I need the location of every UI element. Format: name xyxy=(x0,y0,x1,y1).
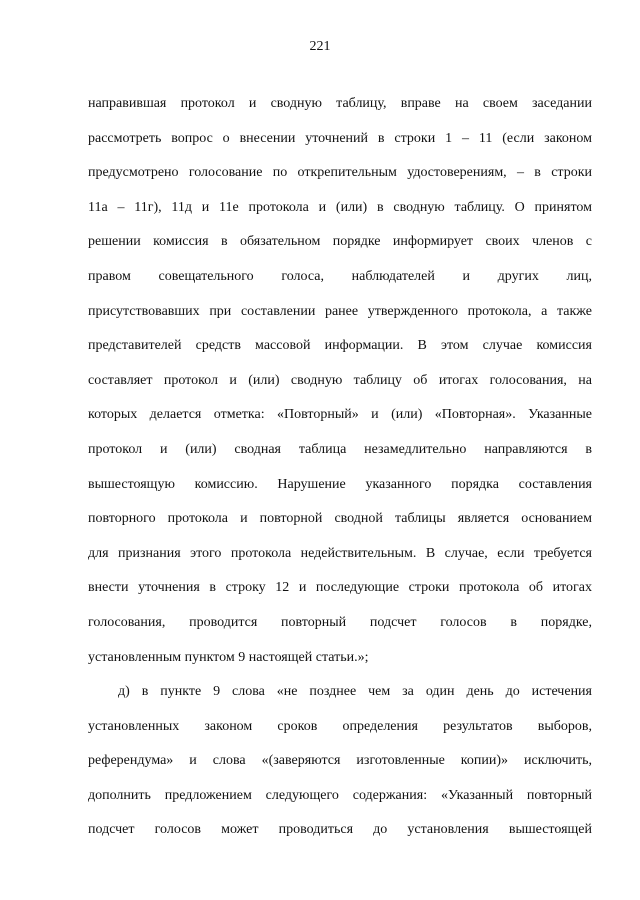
text-line: решении комиссия в обязательном порядке информирует своих членов с xyxy=(88,234,592,250)
text-line: правом совещательного голоса, наблюдателей и других лиц, xyxy=(88,268,592,284)
text-line: голосования, проводится повторный подсчет голосов в порядке, xyxy=(88,614,592,630)
page-number: 221 xyxy=(309,39,331,54)
text-line: подсчет голосов может проводиться до установления вышестоящей xyxy=(88,822,592,838)
text-line: 11а – 11г), 11д и 11е протокола и (или) в сводную таблицу. О принятом xyxy=(88,199,592,215)
text-line: представителей средств массовой информации. В этом случае комиссия xyxy=(88,338,592,354)
text-line: установленных законом сроков определения результатов выборов, xyxy=(88,718,592,734)
text-line: рассмотреть вопрос о внесении уточнений в строки 1 – 11 (если законом xyxy=(88,130,592,146)
text-line: повторного протокола и повторной сводной таблицы является основанием xyxy=(88,511,592,527)
paragraph-start-line: д) в пункте 9 слова «не позднее чем за один день до истечения xyxy=(118,684,592,700)
text-line: составляет протокол и (или) сводную таблицу об итогах голосования, на xyxy=(88,372,592,388)
paragraph-end-line: установленным пунктом 9 настоящей статьи.»; xyxy=(88,649,369,665)
text-line: предусмотрено голосование по открепительным удостоверениям, – в строки xyxy=(88,165,592,181)
text-line: референдума» и слова «(заверяются изготовленные копии)» исключить, xyxy=(88,753,592,769)
text-line: внести уточнения в строку 12 и последующие строки протокола об итогах xyxy=(88,580,592,596)
text-line: направившая протокол и сводную таблицу, вправе на своем заседании xyxy=(88,96,592,111)
text-line: присутствовавших при составлении ранее утвержденного протокола, а также xyxy=(88,303,592,319)
document-body xyxy=(88,92,592,853)
text-line: которых делается отметка: «Повторный» и (или) «Повторная». Указанные xyxy=(88,407,592,423)
text-line: вышестоящую комиссию. Нарушение указанного порядка составления xyxy=(88,476,592,492)
text-line: дополнить предложением следующего содержания: «Указанный повторный xyxy=(88,787,592,803)
text-line: протокол и (или) сводная таблица незамедлительно направляются в xyxy=(88,441,592,457)
text-line: для признания этого протокола недействительным. В случае, если требуется xyxy=(88,545,592,561)
